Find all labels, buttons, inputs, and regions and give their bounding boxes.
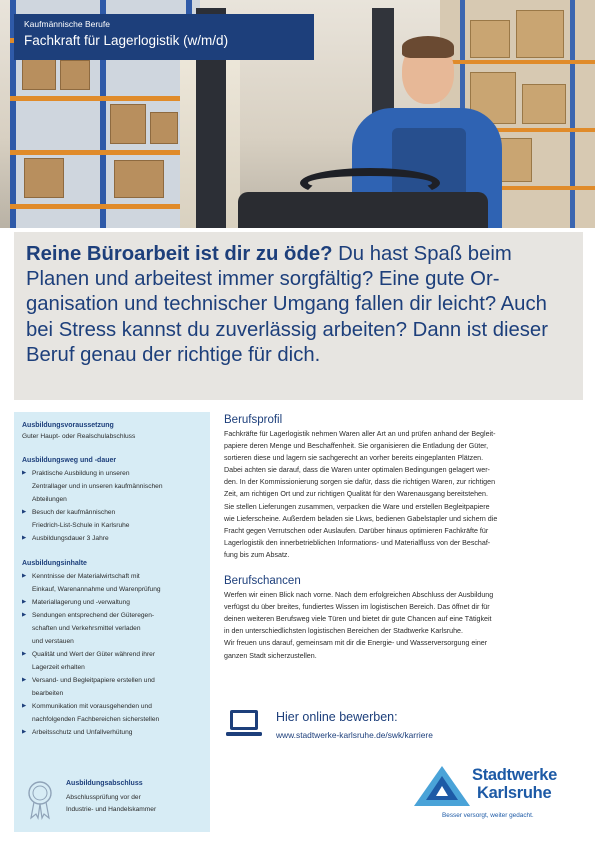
ausbildungsweg-heading: Ausbildungsweg und -dauer — [22, 457, 117, 464]
bullet-icon: ▶ — [22, 677, 27, 683]
list-item: ▶ Materiallagerung und -verwaltung — [22, 596, 202, 609]
abschluss-block — [22, 778, 212, 828]
sidebar-facts — [14, 412, 210, 832]
intro-question: Reine Büroarbeit ist dir zu öde? — [26, 243, 333, 265]
apply-heading: Hier online bewerben: — [276, 710, 398, 724]
job-title-banner — [14, 14, 314, 60]
list-item: ▶ Arbeitsschutz und Unfallverhütung — [22, 726, 202, 739]
intro-box — [14, 232, 583, 400]
berufschancen-text: Werfen wir einen Blick nach vorne. Nach dem erfolgreichen Abschluss der Ausbildung verfügst du über breites, fundiertes Wissen im logistischen Bereich. Das öffnet dir für deinen weiteren Berufsweg viele Türen und bietet dir gute Chancen auf eine Tätigkeit in den unterschiedlichsten logistischen Bereichen der Stadtwerke Karlsruhe. Wir freuen uns darauf, gemeinsam mit dir die Energie- und Wasserversorgung einer ganzen Stadt sicherzustellen. — [224, 591, 494, 660]
abschluss-text: Abschlussprüfung vor der Industrie- und Handelskammer — [66, 794, 157, 813]
list-item: ▶ Besuch der kaufmännischen Friedrich-List-Schule in Karlsruhe — [22, 506, 202, 532]
voraussetzung-text: Guter Haupt- oder Realschulabschluss — [22, 433, 136, 440]
hero-photo — [0, 0, 595, 228]
job-title: Fachkraft für Lagerlogistik (w/m/d) — [24, 33, 229, 48]
ausbildungsweg-list — [22, 467, 202, 545]
berufsprofil-text: Fachkräfte für Lagerlogistik nehmen Waren aller Art an und prüfen anhand der Begleit- papiere deren Menge und Beschaffenheit. Sie organisieren die Entladung der Güter, sortieren diese und lagern sie sachgerecht an vorher bereits eingeplanten Plätzen. Dabei achten sie darauf, dass die Waren unter optimalen Bedingungen gelagert wer- den. In der Kommissionierung sorgen sie dafür, dass die richtigen Waren, zur richtigen Zeit, am richtigen Ort und zur richtigen Qualität für den Warenausgang bereitstehen. Sie stellen Lieferungen zusammen, verpacken die Ware und erstellen Begleitpapiere wie Lieferscheine. Außerdem beladen sie Lkws, bedienen Gabelstapler und sichern die Fracht gegen Verrutschen oder Auslaufen. Darüber hinaus optimieren Fachkräfte für Lagerlogistik den innerbetrieblichen Informations- und Materialfluss von der Beschaf- fung bis zum Absatz. — [224, 430, 498, 559]
abschluss-heading: Ausbildungsabschluss — [66, 780, 143, 787]
intro-body: Du hast Spaß beim Planen und arbeitest immer sorgfältig? Eine gute Organisation und technischer Umgang fallen dir leicht? Auch bei Stress kannst du zuverlässig arbeiten? Dann ist dieser Beruf genau der richtige für dich. — [26, 243, 548, 366]
bullet-icon: ▶ — [22, 470, 27, 476]
list-item: ▶ Qualität und Wert der Güter während ihrer Lagerzeit erhalten — [22, 648, 202, 674]
logo-brand-line1: Stadtwerke — [472, 766, 558, 784]
logo-claim: Besser versorgt, weiter gedacht. — [442, 812, 534, 819]
bullet-icon: ▶ — [22, 535, 27, 541]
bullet-icon: ▶ — [22, 729, 27, 735]
list-item: ▶ Sendungen entsprechend der Güteregen- schaften und Verkehrsmittel verladen und verstauen — [22, 609, 202, 648]
bullet-icon: ▶ — [22, 703, 27, 709]
logo-brand-line2: Karlsruhe — [477, 784, 552, 802]
logo-mark-icon — [412, 764, 474, 808]
berufsprofil-heading: Berufsprofil — [224, 414, 283, 426]
career-link[interactable]: www.stadtwerke-karlsruhe.de/swk/karriere — [276, 730, 433, 740]
bullet-icon: ▶ — [22, 573, 27, 579]
bullet-icon: ▶ — [22, 599, 27, 605]
inhalte-list — [22, 570, 202, 739]
category-label: Kaufmännische Berufe — [24, 19, 110, 29]
list-item: ▶ Kommunikation mit vorausgehenden und nachfolgenden Fachbereichen sicherstellen — [22, 700, 202, 726]
berufschancen-heading: Berufschancen — [224, 575, 301, 588]
voraussetzung-heading: Ausbildungsvoraussetzung — [22, 422, 114, 429]
bullet-icon: ▶ — [22, 651, 27, 657]
bullet-icon: ▶ — [22, 612, 27, 618]
apply-online-block — [224, 704, 564, 750]
list-item: ▶ Praktische Ausbildung in unseren Zentrallager und in unseren kaufmännischen Abteilungen — [22, 467, 202, 506]
laptop-icon — [224, 706, 264, 742]
bullet-icon: ▶ — [22, 509, 27, 515]
list-item: ▶ Kenntnisse der Materialwirtschaft mit Einkauf, Warenannahme und Warenprüfung — [22, 570, 202, 596]
main-content — [224, 414, 580, 662]
list-item: ▶ Ausbildungsdauer 3 Jahre — [22, 532, 202, 545]
intro-text — [26, 242, 571, 368]
stadtwerke-logo — [412, 764, 584, 826]
medal-icon — [26, 780, 54, 820]
inhalte-heading: Ausbildungsinhalte — [22, 560, 87, 567]
list-item: ▶ Versand- und Begleitpapiere erstellen und bearbeiten — [22, 674, 202, 700]
